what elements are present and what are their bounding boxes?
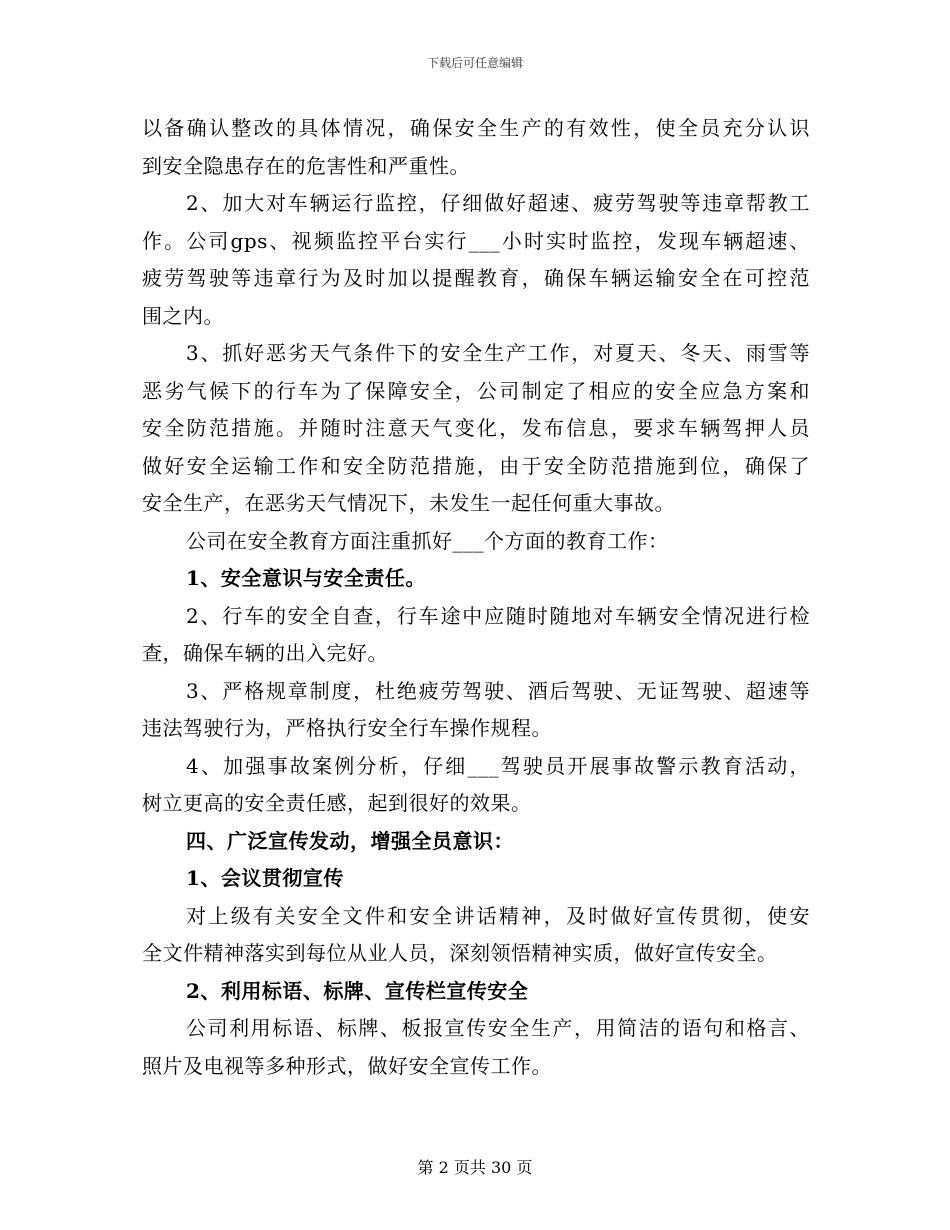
paragraph-line: 以备确认整改的具体情况，确保安全生产的有效性，使全员充分认识 <box>142 116 810 140</box>
paragraph-line: 作。公司gps、视频监控平台实行___小时实时监控，发现车辆超速、 <box>142 228 810 253</box>
paragraph-line: 照片及电视等多种形式，做好安全宣传工作。 <box>142 1053 552 1078</box>
paragraph-line: 做好安全运输工作和安全防范措施，由于安全防范措施到位，确保了 <box>142 453 810 478</box>
section-heading: 四、广泛宣传发动，增强全员意识： <box>186 828 514 853</box>
paragraph-line: 3、抓好恶劣天气条件下的安全生产工作，对夏天、冬天、雨雪等 <box>186 341 810 365</box>
section-heading: 2、利用标语、标牌、宣传栏宣传安全 <box>186 978 529 1003</box>
paragraph-line: 违法驾驶行为，严格执行安全行车操作规程。 <box>142 716 552 740</box>
paragraph-line: 3、严格规章制度，杜绝疲劳驾驶、酒后驾驶、无证驾驶、超速等 <box>186 678 810 703</box>
section-heading: 1、安全意识与安全责任。 <box>186 566 426 590</box>
section-heading: 1、会议贯彻宣传 <box>186 866 344 890</box>
paragraph-line: 全文件精神落实到每位从业人员，深刻领悟精神实质，做好宣传安全。 <box>142 941 778 965</box>
paragraph-line: 2、行车的安全自查，行车途中应随时随地对车辆安全情况进行检 <box>186 603 810 628</box>
paragraph-line: 公司利用标语、标牌、板报宣传安全生产，用简洁的语句和格言、 <box>186 1016 810 1040</box>
paragraph-line: 2、加大对车辆运行监控，仔细做好超速、疲劳驾驶等违章帮教工 <box>186 191 810 215</box>
paragraph-line: 树立更高的安全责任感，起到很好的效果。 <box>142 791 532 815</box>
paragraph-line: 到安全隐患存在的危害性和严重性。 <box>142 153 470 178</box>
paragraph-line: 安全生产，在恶劣天气情况下，未发生一起任何重大事故。 <box>142 491 675 515</box>
document-body <box>142 110 810 1085</box>
paragraph-line: 公司在安全教育方面注重抓好___个方面的教育工作： <box>186 528 669 553</box>
paragraph-line: 查，确保车辆的出入完好。 <box>142 641 388 665</box>
paragraph-line: 安全防范措施。并随时注意天气变化，发布信息，要求车辆驾押人员 <box>142 416 810 440</box>
paragraph-line: 恶劣气候下的行车为了保障安全，公司制定了相应的安全应急方案和 <box>142 378 810 403</box>
paragraph-line: 对上级有关安全文件和安全讲话精神，及时做好宣传贯彻，使安 <box>186 903 810 928</box>
paragraph-line: 疲劳驾驶等违章行为及时加以提醒教育，确保车辆运输安全在可控范 <box>142 266 810 290</box>
page-header: 下载后可任意编辑 <box>426 56 523 70</box>
paragraph-line: 围之内。 <box>142 303 224 328</box>
page-number: 第 2 页共 30 页 <box>417 1158 533 1177</box>
paragraph-line: 4、加强事故案例分析，仔细___驾驶员开展事故警示教育活动， <box>186 753 810 778</box>
